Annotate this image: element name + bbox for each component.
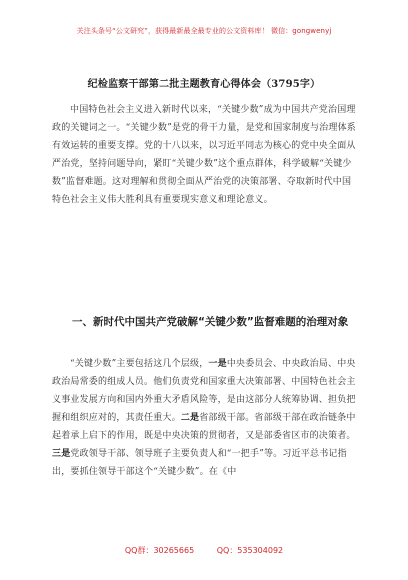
paragraph-text-2: 省部级干部。省部级干部在政治链条中起着承上启下的作用，既是中央决策的贯彻者，又是部委省区市的决策者。 [52,413,356,441]
paragraph-text-3: 党政领导干部、领导班子主要负责人和“一把手”等。习近平总书记指出，要抓住领导干部这个“关键少数”。在《中 [52,449,347,477]
paragraph-intro-text: “关键少数”主要包括这几个层级， [70,359,209,369]
paragraph-emphasis-2: 二是 [180,413,200,423]
footer-qq-group: QQ群：30265665 [124,546,195,555]
detail-paragraph [52,355,358,481]
paragraph-text-1: 中央委员会、中央政治局、中央政治局常委的组成人员。他们负责党和国家重大决策部署、中国特色社会主义事业发展方向和国内外重大矛盾风险等，是由这部分人统筹协调、担负把握和组织应对的，其责任重大。 [52,359,356,423]
paragraph-emphasis-1: 一是 [208,359,227,369]
footer-qq: QQ：535304092 [216,546,284,555]
section-heading: 一、新时代中国共产党破解“关键少数”监督难题的治理对象 [72,316,349,328]
paragraph-emphasis-3: 三是 [52,449,71,459]
document-title: 纪检监察干部第二批主题教育心得体会（3795字） [87,79,321,90]
intro-paragraph: 中国特色社会主义进入新时代以来，“关键少数”成为中国共产党治国理政的关键词之一。“关键少数”是党的骨干力量，是党和国家制度与治理体系有效运转的重要支撑。党的十八以来，以习近平同志为核心的党中央全面从严治党，坚持问题导向，紧盯“关键少数”这个重点群体，科学破解“关键少数”监督难题。这对理解和贯彻全面从严治党的决策部署、夺取新时代中国特色社会主义伟大胜利具有重要现实意义和理论意义。 [52,105,357,205]
header-note: 关注头条号“公文研究”，获得最新最全最专业的公文资料库！ 微信：gongwenyj [76,27,332,35]
footer-contact [0,546,408,556]
